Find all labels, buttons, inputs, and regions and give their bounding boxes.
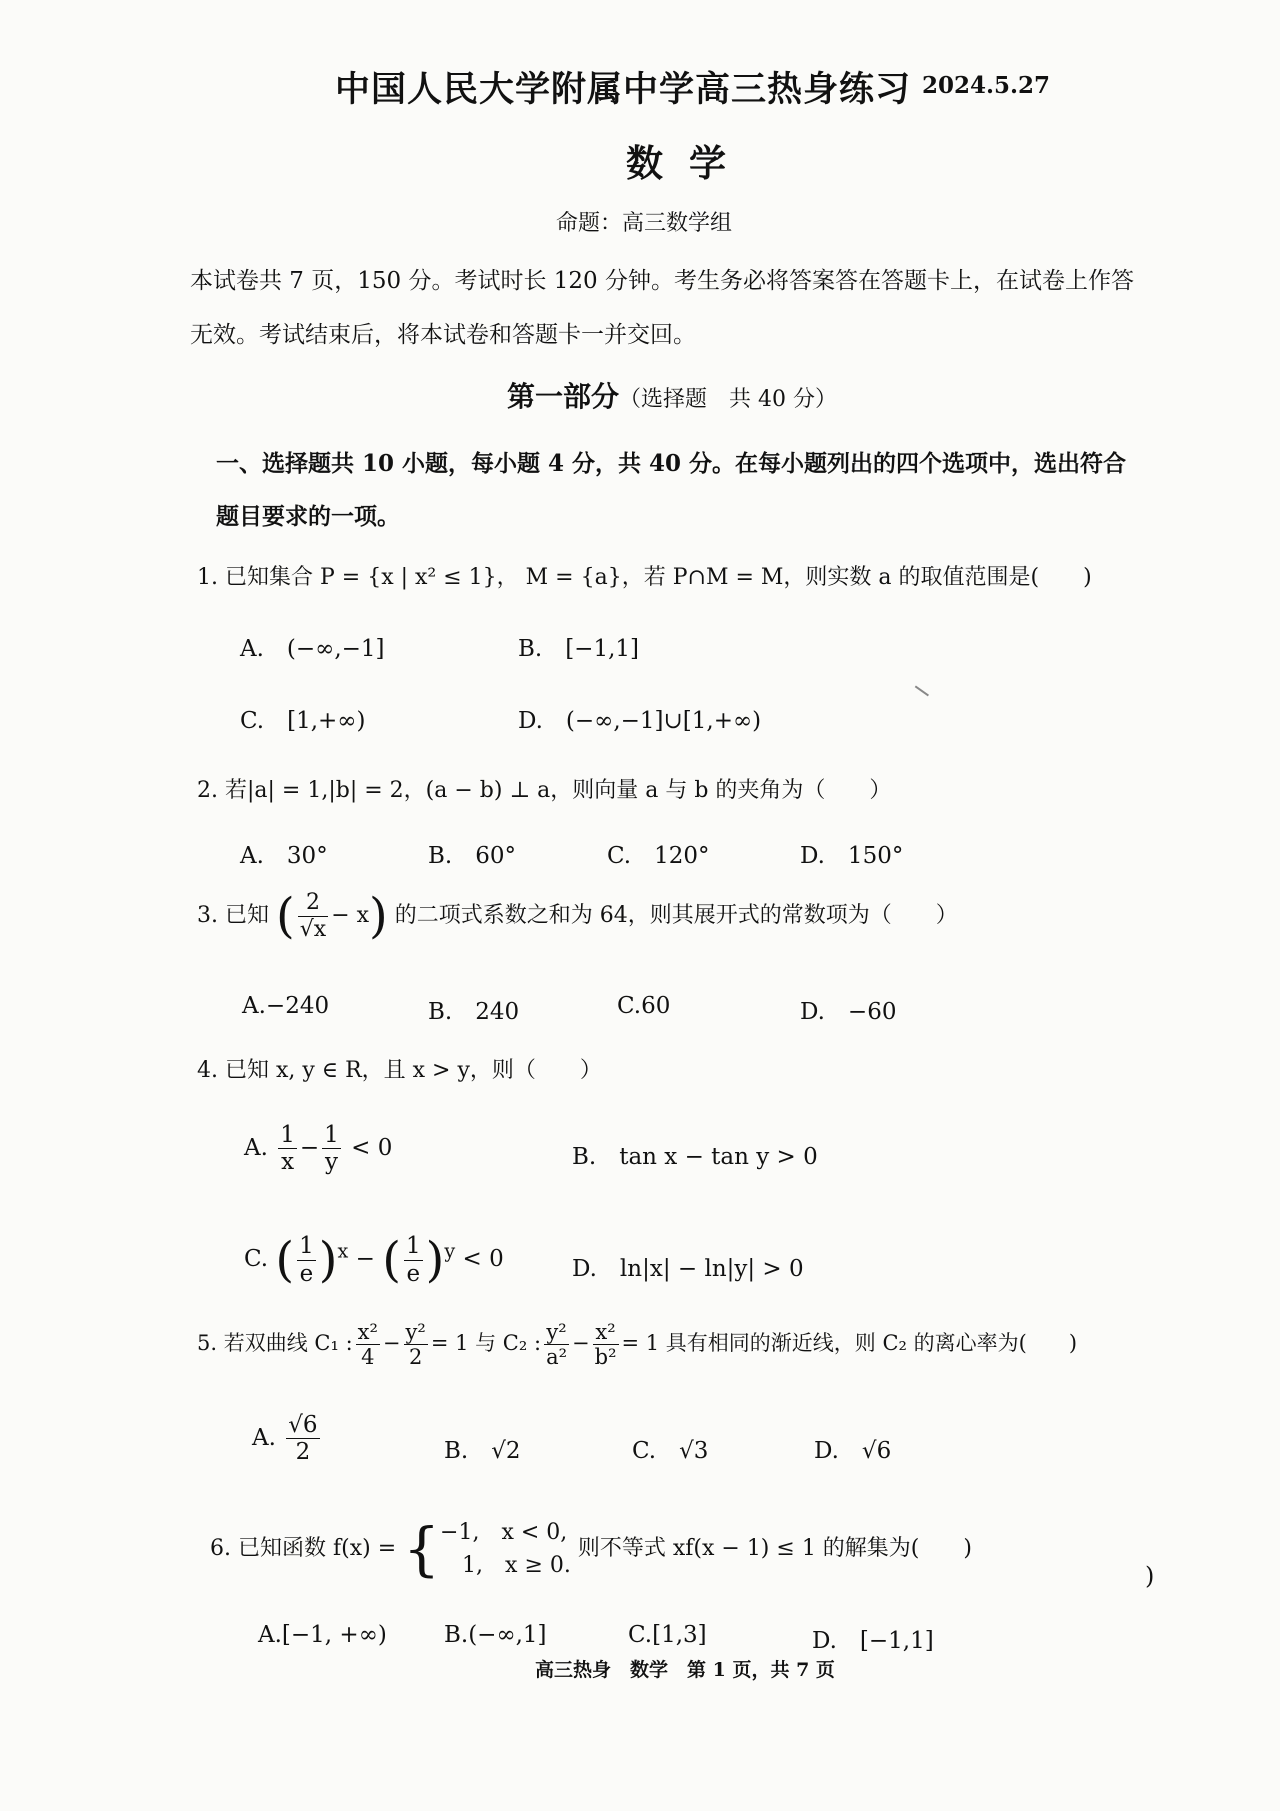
- q1-option-c: C. [1,+∞): [240, 708, 366, 734]
- q3-fraction: [298, 890, 328, 942]
- q4-option-d: D. ln|x| − ln|y| > 0: [572, 1256, 804, 1282]
- instructions-line-1: 本试卷共 7 页，150 分。考试时长 120 分钟。考生务必将答案答在答题卡上，在试卷上作答: [190, 268, 1134, 294]
- q4-a-frac-1-den: x: [281, 1149, 295, 1176]
- q4-c-exp-2: y: [444, 1239, 456, 1263]
- q5-mid-2: = 1 与 C₂ :: [430, 1331, 542, 1356]
- q2-option-d: D. 150°: [800, 843, 904, 869]
- q3-frac-den: √x: [299, 916, 327, 942]
- q3-frac-num: 2: [298, 890, 328, 916]
- q4-a-minus: −: [299, 1134, 320, 1161]
- q5-frac-2-den: 2: [408, 1345, 423, 1370]
- author-line: 命题：高三数学组: [556, 211, 733, 236]
- q5-frac-4: [593, 1320, 619, 1369]
- q6-case-2: 1, x ≥ 0.: [440, 1553, 571, 1578]
- q6-brace: {: [403, 1515, 441, 1583]
- q5-a-frac-num: √6: [288, 1412, 318, 1438]
- page-footer: 高三热身 数学 第 1 页，共 7 页: [535, 1659, 835, 1681]
- question-5-pre: 若双曲线 C₁ :: [223, 1331, 353, 1356]
- q4-c-frac-1-den: e: [299, 1260, 314, 1287]
- question-5-post: = 1 具有相同的渐近线，则 C₂ 的离心率为( ): [621, 1331, 1078, 1356]
- q3-option-b: B. 240: [428, 999, 520, 1025]
- q4-c-paren-open-1: (: [275, 1232, 295, 1288]
- q6-option-d: D. [−1,1]: [812, 1628, 934, 1654]
- question-1-number: 1.: [197, 565, 218, 590]
- q5-option-c: C. √3: [632, 1438, 709, 1464]
- q3-option-c: C.60: [617, 993, 671, 1019]
- q6-case-1: −1, x < 0,: [440, 1520, 568, 1545]
- q4-a-frac-1-num: 1: [280, 1122, 295, 1148]
- question-6: [210, 1515, 972, 1583]
- q1-option-b: B. [−1,1]: [518, 636, 640, 662]
- question-3-number: 3.: [197, 903, 218, 928]
- q6-option-a: A.[−1, +∞): [258, 1622, 387, 1648]
- q4-option-b: B. tan x − tan y > 0: [572, 1144, 818, 1170]
- part-1-name: 第一部分: [507, 380, 620, 413]
- q4-a-frac-2-den: y: [324, 1149, 338, 1176]
- q5-frac-4-num: x²: [593, 1320, 619, 1345]
- q5-frac-1: [356, 1320, 380, 1369]
- q4-c-frac-2-num: 1: [405, 1233, 421, 1260]
- part-1-title: [507, 375, 837, 415]
- part-1-subtitle: （选择题 共 40 分）: [619, 387, 837, 412]
- q5-option-a-label: A.: [252, 1424, 276, 1451]
- q2-option-b: B. 60°: [428, 843, 516, 869]
- q5-mid-3: −: [572, 1331, 590, 1356]
- question-6-pre: 已知函数 f(x) =: [238, 1536, 397, 1561]
- q4-c-frac-1-num: 1: [299, 1233, 314, 1260]
- exam-date: 2024.5.27: [922, 72, 1051, 99]
- q5-frac-2-num: y²: [405, 1320, 426, 1344]
- q2-option-a: A. 30°: [240, 843, 328, 869]
- q4-option-c-label: C.: [244, 1246, 269, 1272]
- q4-a-frac-2-num: 1: [324, 1122, 339, 1148]
- q4-option-c: [244, 1232, 504, 1288]
- subject-title: 数学: [626, 141, 752, 185]
- q5-frac-1-den: 4: [361, 1345, 375, 1370]
- q3-option-a: A.−240: [242, 993, 330, 1019]
- question-5: [197, 1320, 1077, 1369]
- section-1-line-1: 一、选择题共 10 小题，每小题 4 分，共 40 分。在每小题列出的四个选项中，选出符合: [216, 450, 1127, 477]
- q2-option-c: C. 120°: [607, 843, 710, 869]
- q6-option-c: C.[1,3]: [628, 1622, 707, 1648]
- q5-frac-3-num: y²: [544, 1320, 569, 1345]
- q5-frac-3-den: a²: [546, 1345, 568, 1370]
- question-2-text: 若|a| = 1,|b| = 2，(a − b) ⊥ a，则向量 a 与 b 的夹角为（ ）: [225, 778, 892, 803]
- q4-option-a: [244, 1122, 392, 1176]
- question-4: [197, 1053, 602, 1084]
- question-6-post: 则不等式 xf(x − 1) ≤ 1 的解集为( ): [577, 1536, 972, 1561]
- q3-open-paren: (: [276, 888, 295, 944]
- exam-title: 中国人民大学附属中学高三热身练习: [335, 69, 912, 110]
- q6-piecewise: [440, 1516, 571, 1582]
- q4-c-paren-open-2: (: [382, 1232, 401, 1288]
- q3-minus-x: − x: [331, 903, 370, 928]
- question-2: [197, 773, 891, 804]
- question-2-number: 2.: [197, 778, 218, 803]
- q4-c-paren-close-1: ): [318, 1232, 338, 1288]
- q4-c-exp-1: x: [337, 1239, 349, 1263]
- question-5-number: 5.: [197, 1331, 218, 1356]
- question-4-number: 4.: [197, 1058, 218, 1083]
- q5-option-b: B. √2: [444, 1438, 521, 1464]
- q4-c-frac-2: [404, 1233, 423, 1287]
- q4-c-paren-close-2: ): [425, 1232, 445, 1288]
- stray-paren: ): [1145, 1562, 1155, 1590]
- instructions-line-2: 无效。考试结束后，将本试卷和答题卡一并交回。: [190, 322, 696, 348]
- q4-a-tail: < 0: [351, 1134, 393, 1161]
- q6-option-b: B.(−∞,1]: [444, 1622, 547, 1648]
- q4-c-minus: −: [355, 1246, 375, 1272]
- q3-option-d: D. −60: [800, 999, 897, 1025]
- q5-frac-4-den: b²: [594, 1345, 617, 1370]
- q5-option-a: [252, 1412, 323, 1466]
- q1-option-a: A. (−∞,−1]: [240, 636, 385, 662]
- q5-a-frac-den: 2: [295, 1439, 311, 1466]
- stray-mark: [915, 686, 929, 696]
- q4-a-frac-1: [278, 1122, 297, 1176]
- q1-option-d: D. (−∞,−1]∪[1,+∞): [518, 708, 762, 734]
- section-1-line-2: 题目要求的一项。: [216, 503, 400, 530]
- q4-c-frac-2-den: e: [406, 1260, 421, 1287]
- question-6-number: 6.: [210, 1536, 231, 1561]
- q5-frac-1-num: x²: [357, 1320, 378, 1344]
- q5-a-frac: [286, 1412, 319, 1466]
- q3-close-paren: ): [369, 888, 388, 944]
- question-3-pre: 已知: [225, 903, 270, 928]
- question-1-text: 已知集合 P = {x | x² ≤ 1}， M = {a}，若 P∩M = M，则实数 a 的取值范围是( ): [225, 565, 1092, 590]
- q4-option-a-label: A.: [244, 1134, 268, 1161]
- q4-c-frac-1: [297, 1233, 316, 1287]
- question-1: [197, 560, 1092, 591]
- q5-frac-2: [404, 1320, 428, 1369]
- question-3-post: 的二项式系数之和为 64，则其展开式的常数项为（ ）: [394, 903, 958, 928]
- q4-c-tail: < 0: [462, 1246, 504, 1272]
- q5-frac-3: [544, 1320, 569, 1369]
- q5-option-d: D. √6: [814, 1438, 892, 1464]
- question-3: [197, 888, 958, 944]
- q5-mid-1: −: [382, 1331, 401, 1356]
- q4-a-frac-2: [322, 1122, 341, 1176]
- question-4-text: 已知 x, y ∈ R，且 x > y，则（ ）: [225, 1058, 602, 1083]
